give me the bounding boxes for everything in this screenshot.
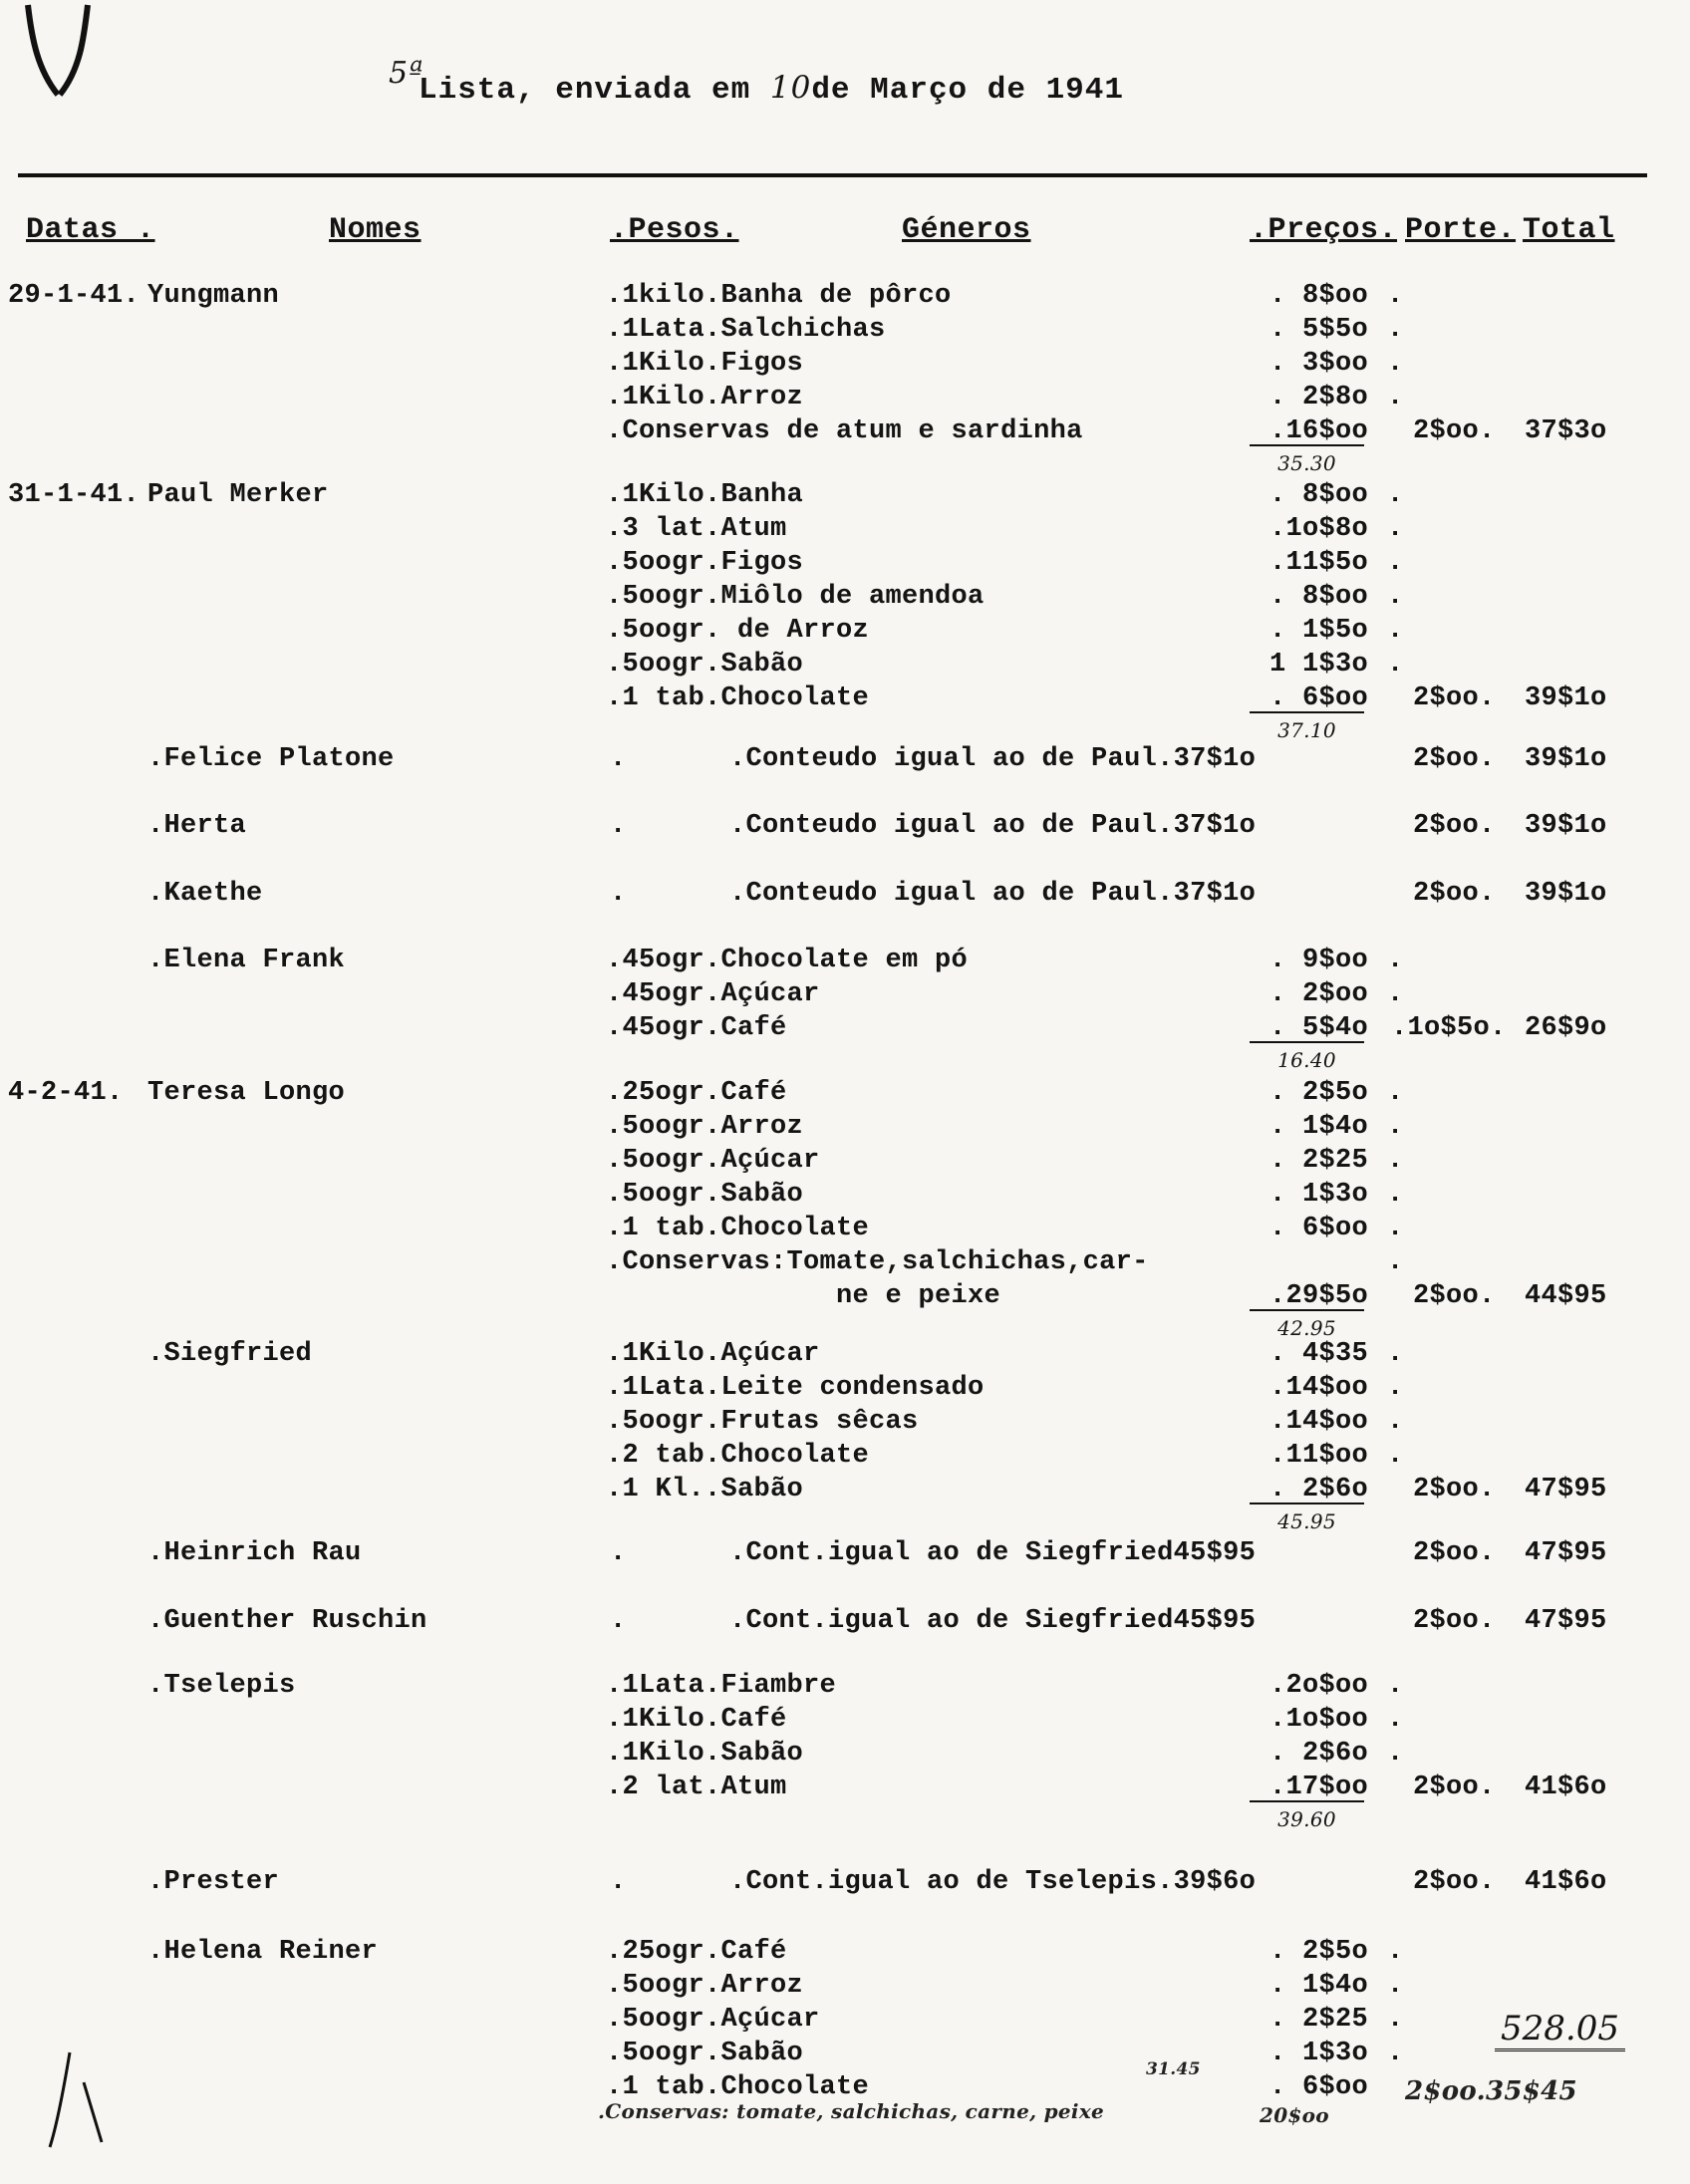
price-line: . 5$4o	[1268, 1013, 1368, 1043]
item-line: .5oogr.Açúcar	[606, 2005, 820, 2035]
item-line: .1Kilo.Açúcar	[606, 1339, 820, 1369]
handwritten-subtotal: 16.40	[1250, 1041, 1364, 1077]
item-line: .5oogr.Sabão	[606, 650, 804, 680]
entry-items	[606, 279, 1083, 448]
handwritten-subtotal: 37.10	[1250, 711, 1364, 747]
column-header-pesos: .Pesos.	[610, 213, 739, 247]
entry-total: 39$1o	[1525, 811, 1607, 841]
entry-total: 39$1o	[1525, 683, 1607, 713]
separator-dots: . . . . . .	[1387, 480, 1404, 680]
entry-total: 47$95	[1525, 1538, 1607, 1568]
price-line: . 8$oo	[1268, 480, 1368, 510]
column-header-names: Nomes	[329, 213, 422, 247]
price-line: . 6$oo	[1268, 2072, 1368, 2102]
entry-porte: 2$oo.	[1413, 744, 1496, 774]
entry-prices	[1244, 279, 1368, 448]
item-line: .45ogr.Café	[606, 1013, 787, 1043]
item-line: .1Lata.Salchichas	[606, 315, 886, 345]
price-line: .17$oo	[1268, 1773, 1368, 1802]
same-content-text: .Conteudo igual ao de Paul.37$1o	[729, 744, 1257, 774]
entry-name: .Prester	[147, 1867, 280, 1897]
entry-name: .Heinrich Rau	[147, 1538, 362, 1568]
handwritten-subtotal: 35.30	[1250, 444, 1364, 480]
price-line: .11$oo	[1268, 1441, 1368, 1471]
entry-prices	[1244, 1337, 1368, 1506]
price-line: . 2$25	[1268, 2005, 1368, 2035]
entry-date: 31-1-41.	[8, 480, 141, 510]
price-line: .16$oo	[1268, 416, 1368, 446]
item-line: .5oogr.Arroz	[606, 1112, 804, 1142]
entry-items	[606, 478, 985, 715]
item-line: .1Kilo.Arroz	[606, 383, 804, 412]
entry-total: 26$9o	[1525, 1013, 1607, 1043]
handwritten-mark-top	[18, 0, 98, 100]
price-line: . 1$3o	[1268, 1180, 1368, 1210]
same-content-text: .Cont.igual ao de Tselepis.39$6o	[729, 1867, 1257, 1897]
title-text-1: Lista, enviada em	[419, 73, 751, 108]
item-line: .1 tab.Chocolate	[606, 683, 870, 713]
price-line: . 3$oo	[1268, 349, 1368, 379]
handwritten-subtotal: 45.95	[1250, 1502, 1364, 1538]
entry-porte: 2$oo.	[1413, 1538, 1496, 1568]
item-line: .1 Kl..Sabão	[606, 1475, 804, 1504]
entry-name: Yungmann	[147, 281, 280, 311]
item-line: .5oogr.Miôlo de amendoa	[606, 582, 985, 612]
entry-total: 39$1o	[1525, 879, 1607, 909]
handwritten-total: 2$oo.35$45	[1405, 2076, 1577, 2106]
price-line: . 8$oo	[1268, 582, 1368, 612]
column-header-dates: Datas .	[26, 213, 155, 247]
separator-dots: . . . .	[1387, 281, 1404, 412]
entry-porte: 2$oo.	[1413, 1281, 1496, 1311]
item-line: .25ogr.Café	[606, 1078, 787, 1108]
entry-porte: 2$oo.	[1413, 1606, 1496, 1636]
entry-porte: 2$oo.	[1413, 416, 1496, 446]
entry-prices	[1244, 944, 1368, 1045]
price-line: . 2$25	[1268, 1146, 1368, 1176]
same-content-text: .Conteudo igual ao de Paul.37$1o	[729, 811, 1257, 841]
list-number: 5ª	[389, 56, 424, 91]
separator-dots: . .	[1387, 946, 1404, 1009]
entry-name: Paul Merker	[147, 480, 329, 510]
entry-total: 44$95	[1525, 1281, 1607, 1311]
entry-name: .Felice Platone	[147, 744, 395, 774]
price-line: . 1$4o	[1268, 1112, 1368, 1142]
column-header-porte: Porte.	[1405, 213, 1517, 247]
price-line: .29$5o	[1268, 1281, 1368, 1311]
price-line: . 2$oo	[1268, 979, 1368, 1009]
item-line: .1kilo.Banha de pôrco	[606, 281, 952, 311]
item-line: .2 tab.Chocolate	[606, 1441, 870, 1471]
entry-items	[606, 1669, 836, 1804]
item-line: .1Lata.Fiambre	[606, 1671, 837, 1701]
entry-porte: 2$oo.	[1413, 811, 1496, 841]
price-line: . 4$35	[1268, 1339, 1368, 1369]
handwritten-subtotal: 42.95	[1250, 1309, 1364, 1345]
price-line: . 9$oo	[1268, 946, 1368, 975]
entry-prices	[1244, 478, 1368, 715]
item-line: .5oogr.Açúcar	[606, 1146, 820, 1176]
item-line: .5oogr.Sabão	[606, 1180, 804, 1210]
item-line: .2 lat.Atum	[606, 1773, 787, 1802]
handwritten-subtotal: 31.45	[1146, 2059, 1201, 2079]
price-line: . 2$5o	[1268, 1078, 1368, 1108]
column-header-generos: Géneros	[902, 213, 1031, 247]
price-line: .11$5o	[1268, 548, 1368, 578]
entry-porte: 2$oo.	[1413, 1475, 1496, 1504]
price-line: . 1$3o	[1268, 2039, 1368, 2068]
entry-name: .Elena Frank	[147, 946, 346, 975]
item-line: .1Kilo.Café	[606, 1705, 787, 1735]
entry-name: .Guenther Ruschin	[147, 1606, 427, 1636]
item-line: ne e peixe	[606, 1281, 1001, 1311]
item-line: .Conservas de atum e sardinha	[606, 416, 1083, 446]
item-line: .5oogr.Arroz	[606, 1971, 804, 2001]
separator-dots: . . . .	[1387, 1937, 1404, 2068]
entry-porte: 2$oo.	[1413, 1773, 1496, 1802]
item-line: .1Lata.Leite condensado	[606, 1373, 985, 1403]
top-rule	[18, 173, 1647, 177]
item-line: .1 tab.Chocolate	[606, 1214, 870, 1243]
item-line: .5oogr.Figos	[606, 548, 804, 578]
entry-items	[606, 944, 968, 1045]
price-line: .14$oo	[1268, 1407, 1368, 1437]
same-content-text: .Conteudo igual ao de Paul.37$1o	[729, 879, 1257, 909]
grand-total: 528.05	[1495, 2009, 1625, 2051]
entry-total: 47$95	[1525, 1606, 1607, 1636]
same-content-text: .Cont.igual ao de Siegfried45$95	[729, 1606, 1257, 1636]
price-line: . 6$oo	[1268, 1214, 1368, 1243]
price-line: 1 1$3o	[1268, 650, 1368, 680]
handwritten-mark-bottom	[40, 2043, 120, 2152]
price-line: . 2$6o	[1268, 1739, 1368, 1769]
price-line: . 8$oo	[1268, 281, 1368, 311]
item-line: .1 tab.Chocolate	[606, 2072, 870, 2102]
item-line: .5oogr. de Arroz	[606, 616, 870, 646]
price-line: .1o$oo	[1268, 1705, 1368, 1735]
item-line: .45ogr.Chocolate em pó	[606, 946, 969, 975]
handwritten-subtotal: 39.60	[1250, 1800, 1364, 1836]
price-line: . 2$6o	[1268, 1475, 1368, 1504]
separator-dots: . . . .	[1387, 1339, 1404, 1471]
price-line: .14$oo	[1268, 1373, 1368, 1403]
entry-date: 4-2-41.	[8, 1078, 124, 1108]
entry-name: .Helena Reiner	[147, 1937, 379, 1967]
price-line	[1244, 1245, 1368, 1279]
item-line: .1Kilo.Banha	[606, 480, 804, 510]
entry-prices	[1244, 1935, 1368, 2104]
title-day: 10	[769, 70, 812, 106]
entry-total: 41$6o	[1525, 1773, 1607, 1802]
item-line: .5oogr.Frutas sêcas	[606, 1407, 919, 1437]
price-line: . 2$5o	[1268, 1937, 1368, 1967]
entry-items	[606, 1337, 985, 1506]
page-title	[389, 56, 1124, 108]
handwritten-price: 20$oo	[1260, 2103, 1329, 2127]
item-line: .3 lat.Atum	[606, 514, 787, 544]
entry-date: 29-1-41.	[8, 281, 141, 311]
entry-porte: 2$oo.	[1413, 683, 1496, 713]
entry-name: .Siegfried	[147, 1339, 313, 1369]
item-line: .1Kilo.Sabão	[606, 1739, 804, 1769]
entry-total: 39$1o	[1525, 744, 1607, 774]
entry-name: Teresa Longo	[147, 1078, 346, 1108]
same-content-text: .Cont.igual ao de Siegfried45$95	[729, 1538, 1257, 1568]
entry-porte: 2$oo.	[1413, 1867, 1496, 1897]
item-line: .25ogr.Café	[606, 1937, 787, 1967]
price-line: .2o$oo	[1268, 1671, 1368, 1701]
item-line: .5oogr.Sabão	[606, 2039, 804, 2068]
price-line: . 5$5o	[1268, 315, 1368, 345]
entry-total: 47$95	[1525, 1475, 1607, 1504]
item-line: .Conservas:Tomate,salchichas,car-	[606, 1247, 1149, 1277]
handwritten-note: .Conservas: tomate, salchichas, carne, peixe	[598, 2099, 1105, 2123]
price-line: .1o$8o	[1268, 514, 1368, 544]
item-line: .45ogr.Açúcar	[606, 979, 820, 1009]
document-page: 5ª Lista, enviada em 10de Março de 1941 Datas . Nomes .Pesos. Géneros .Preços. Porte. Total 29-1-41. Yungmann .1kilo.Banha de pôrco .1Lata.Salchichas .1Kilo.Figos .1Kilo.Arroz .Conservas de atum e sardinha . 8$oo . 5$5o . 3$oo . 2$8o .16$oo . . . . 35.30 2$oo. 37$3o 31-1-41. Paul Merker .1Kilo.Banha .3 lat.Atum .5oogr.Figos .5oogr.Miôlo de amendoa .5oogr. de Arroz .5oogr.Sabão .1 tab.Chocolate . 8$oo .1o$8o .11$5o . 8$oo . 1$5o 1 1$3o . 6$oo . . . . . . 37.10 2$oo. 39$1o .Felice Platone . .Conteudo igual ao de Paul.37$1o 2$oo. 39$1o .Herta . .Conteudo igual ao de Paul.37$1o 2$oo. 39$1o .Kaethe . .Conteudo igual ao de Paul.37$1o 2$oo. 39$1o .Elena Frank .45ogr.Chocolate em pó .45ogr.Açúcar .45ogr.Café . 9$oo . 2$oo . 5$4o . . 16.40 .1o$5o. 26$9o 4-2-41. Teresa Longo .25ogr.Café .5oogr.Arroz .5oogr.Açúcar .5oogr.Sabão .1 tab.Chocolate .Conservas:Tomate,salchichas,car- ne e peixe . 2$5o . 1$4o . 2$25 . 1$3o . 6$oo .29$5o . . . . . . 42.95 2$oo. 44$95 .Siegfried .1Kilo.Açúcar .1Lata.Leite condensado .5oogr.Frutas sêcas .2 tab.Chocolate .1 Kl..Sabão . 4$35 .14$oo .14$oo .11$oo . 2$6o . . . . 45.95 2$oo. 47$95 .Heinrich Rau . .Cont.igual ao de Siegfried45$95 2$oo. 47$95 .Guenther Ruschin . .Cont.igual ao de Siegfried45$95 2$oo. 47$95 .Tselepis .1Lata.Fiambre .1Kilo.Café .1Kilo.Sabão .2 lat.Atum .2o$oo .1o$oo . 2$6o .17$oo . . . 39.60 2$oo. 41$6o .Prester . .Cont.igual ao de Tselepis.39$6o 2$oo. 41$6o .Helena Reiner .25ogr.Café .5oogr.Arroz .5oogr.Açúcar .5oogr.Sabão .1 tab.Chocolate . 2$5o . 1$4o . 2$25 . 1$3o . 6$oo . . . . .Conservas: tomate, salchichas, carne, peixe 20$oo 31.45 2$oo.35$45 528.05	[0, 0, 1690, 2184]
entry-porte: .1o$5o.	[1391, 1013, 1507, 1043]
separator-dots: . . .	[1387, 1671, 1404, 1769]
entry-prices	[1244, 1669, 1368, 1804]
price-line: . 6$oo	[1268, 683, 1368, 713]
entry-total: 37$3o	[1525, 416, 1607, 446]
item-line: .1Kilo.Figos	[606, 349, 804, 379]
entry-name: .Kaethe	[147, 879, 263, 909]
column-header-precos: .Preços.	[1250, 213, 1398, 247]
entry-items	[606, 1935, 869, 2104]
entry-name: .Tselepis	[147, 1671, 296, 1701]
price-line: . 2$8o	[1268, 383, 1368, 412]
entry-prices	[1244, 1076, 1368, 1313]
entry-total: 41$6o	[1525, 1867, 1607, 1897]
separator-dots: . . . . . .	[1387, 1078, 1404, 1277]
entry-name: .Herta	[147, 811, 247, 841]
entry-porte: 2$oo.	[1413, 879, 1496, 909]
price-line: . 1$5o	[1268, 616, 1368, 646]
title-text-2: de Março de 1941	[811, 73, 1124, 108]
price-line: . 1$4o	[1268, 1971, 1368, 2001]
entry-items	[606, 1076, 1149, 1313]
column-header-total: Total	[1523, 213, 1615, 247]
